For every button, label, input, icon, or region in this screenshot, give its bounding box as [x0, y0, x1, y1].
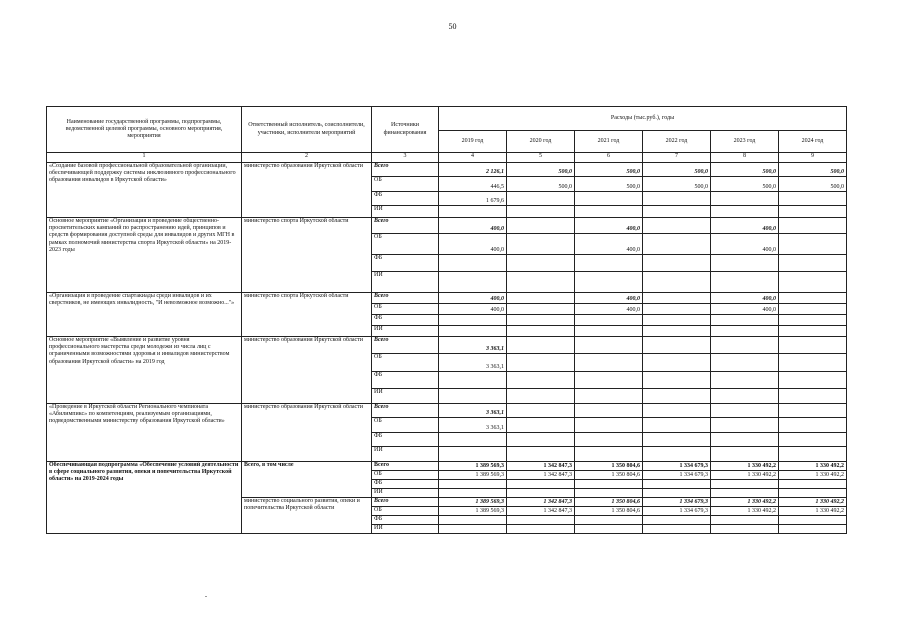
amount-cell — [507, 234, 575, 255]
funding-source: ОБ — [372, 234, 439, 255]
amount-cell: 400,0 — [711, 218, 779, 234]
amount-cell — [643, 293, 711, 304]
amount-cell: 1 330 492,2 — [711, 462, 779, 471]
funding-source: ФБ — [372, 255, 439, 272]
funding-source: ФБ — [372, 315, 439, 326]
amount-cell — [643, 272, 711, 293]
amount-cell — [439, 206, 507, 218]
amount-cell — [439, 433, 507, 447]
amount-cell — [575, 480, 643, 489]
amount-cell — [643, 218, 711, 234]
amount-cell — [439, 447, 507, 462]
column-numbers-row — [47, 153, 847, 163]
amount-cell — [507, 304, 575, 315]
funding-source: ИИ — [372, 389, 439, 404]
amount-cell — [711, 315, 779, 326]
amount-cell — [439, 272, 507, 293]
amount-cell — [507, 447, 575, 462]
amount-cell: 500,0 — [711, 177, 779, 192]
executor: министерство образования Иркутской области — [242, 404, 372, 462]
amount-cell — [439, 389, 507, 404]
amount-cell — [779, 304, 847, 315]
funding-source: Всего — [372, 218, 439, 234]
amount-cell — [779, 272, 847, 293]
amount-cell: 2 126,1 — [439, 163, 507, 177]
activity-name: Основное мероприятие «Организация и проведение общественно-просветительских кампаний по распространению идей, принципов и средств формирования доступной среды для инвалидов и других МГН в рамках полномочий министерства спорта Иркутской области» на 2019-2023 годы — [47, 218, 242, 293]
executor: министерство образования Иркутской области — [242, 337, 372, 404]
funding-source: Всего — [372, 462, 439, 471]
executor-total: Всего, в том числе — [242, 462, 372, 498]
amount-cell: 400,0 — [575, 234, 643, 255]
amount-cell — [575, 372, 643, 389]
amount-cell — [575, 404, 643, 418]
executor: министерство спорта Иркутской области — [242, 293, 372, 337]
amount-cell — [779, 372, 847, 389]
amount-cell — [439, 315, 507, 326]
amount-cell — [439, 480, 507, 489]
funding-source: ИИ — [372, 326, 439, 337]
amount-cell — [507, 354, 575, 372]
amount-cell — [779, 337, 847, 354]
amount-cell — [507, 326, 575, 337]
funding-source: ОБ — [372, 304, 439, 315]
amount-cell — [711, 525, 779, 534]
amount-cell — [711, 255, 779, 272]
amount-cell — [711, 206, 779, 218]
amount-cell: 500,0 — [575, 177, 643, 192]
amount-cell — [779, 218, 847, 234]
column-number: 9 — [779, 153, 847, 163]
amount-cell — [575, 516, 643, 525]
header-year: 2019 год — [439, 131, 507, 153]
amount-cell: 1 330 492,2 — [779, 471, 847, 480]
amount-cell — [507, 489, 575, 498]
table-row — [47, 337, 847, 354]
amount-cell — [643, 404, 711, 418]
amount-cell — [643, 337, 711, 354]
amount-cell — [575, 206, 643, 218]
amount-cell — [779, 389, 847, 404]
activity-name: «Создание базовой профессиональной образовательной организации, обеспечивающей поддержку системы инклюзивного профессионального образования инвалидов в Иркутской области» — [47, 163, 242, 218]
amount-cell — [779, 489, 847, 498]
table-row — [47, 462, 847, 471]
amount-cell: 500,0 — [575, 163, 643, 177]
amount-cell — [575, 337, 643, 354]
table-row — [47, 163, 847, 177]
header-year: 2020 год — [507, 131, 575, 153]
amount-cell — [507, 218, 575, 234]
amount-cell — [643, 389, 711, 404]
executor: министерство спорта Иркутской области — [242, 218, 372, 293]
executor-ministry: министерство социального развития, опеки и попечительства Иркутской области — [242, 498, 372, 534]
amount-cell: 1 334 679,3 — [643, 498, 711, 507]
amount-cell — [439, 489, 507, 498]
amount-cell — [643, 234, 711, 255]
funding-source: ФБ — [372, 372, 439, 389]
amount-cell: 1 330 492,2 — [711, 498, 779, 507]
amount-cell: 400,0 — [439, 234, 507, 255]
funding-source: ИИ — [372, 489, 439, 498]
amount-cell — [439, 326, 507, 337]
amount-cell — [779, 433, 847, 447]
amount-cell — [507, 272, 575, 293]
amount-cell: 3 363,1 — [439, 337, 507, 354]
amount-cell — [643, 304, 711, 315]
amount-cell — [779, 326, 847, 337]
funding-source: ИИ — [372, 206, 439, 218]
amount-cell — [575, 525, 643, 534]
amount-cell — [575, 315, 643, 326]
column-number: 5 — [507, 153, 575, 163]
amount-cell — [507, 192, 575, 206]
amount-cell: 1 342 847,3 — [507, 471, 575, 480]
amount-cell — [711, 372, 779, 389]
amount-cell: 400,0 — [575, 218, 643, 234]
amount-cell: 1 389 569,3 — [439, 471, 507, 480]
activity-name: «Проведение в Иркутской области Регионального чемпионата «Абилимпикс» по компетенциям, реализуемым организациями, подведомственными министерству образования Иркутской области» — [47, 404, 242, 462]
funding-source: Всего — [372, 404, 439, 418]
funding-source: ИИ — [372, 272, 439, 293]
amount-cell — [779, 404, 847, 418]
subprogram-name: Обеспечивающая подпрограмма «Обеспечение условий деятельности в сфере социального развития, опеки и попечительства Иркутской области» на 2019-2024 годы — [47, 462, 242, 534]
amount-cell — [643, 447, 711, 462]
page-mark — [205, 596, 207, 597]
amount-cell — [711, 404, 779, 418]
header-year: 2021 год — [575, 131, 643, 153]
amount-cell — [711, 433, 779, 447]
amount-cell: 400,0 — [439, 304, 507, 315]
amount-cell: 500,0 — [507, 177, 575, 192]
amount-cell: 1 389 569,3 — [439, 498, 507, 507]
amount-cell — [779, 516, 847, 525]
funding-source: Всего — [372, 293, 439, 304]
table-row — [47, 218, 847, 234]
amount-cell: 1 389 569,3 — [439, 462, 507, 471]
funding-source: ОБ — [372, 471, 439, 480]
amount-cell: 1 330 492,2 — [711, 507, 779, 516]
amount-cell — [507, 206, 575, 218]
amount-cell — [643, 433, 711, 447]
amount-cell: 3 363,1 — [439, 354, 507, 372]
amount-cell: 1 342 847,3 — [507, 507, 575, 516]
amount-cell: 1 334 679,3 — [643, 507, 711, 516]
amount-cell — [779, 315, 847, 326]
amount-cell: 400,0 — [711, 293, 779, 304]
header-name: Наименование государственной программы, подпрограммы, ведомственной целевой программы, основного мероприятия, мероприятия — [47, 107, 242, 153]
amount-cell — [507, 389, 575, 404]
amount-cell — [507, 433, 575, 447]
amount-cell — [779, 206, 847, 218]
page-number: 50 — [448, 22, 457, 31]
amount-cell — [643, 255, 711, 272]
funding-source: ИИ — [372, 447, 439, 462]
amount-cell — [779, 255, 847, 272]
amount-cell — [711, 489, 779, 498]
amount-cell: 3 363,1 — [439, 418, 507, 433]
amount-cell — [643, 206, 711, 218]
amount-cell — [575, 192, 643, 206]
amount-cell — [507, 404, 575, 418]
amount-cell: 1 330 492,2 — [779, 462, 847, 471]
amount-cell — [779, 525, 847, 534]
amount-cell: 500,0 — [711, 163, 779, 177]
funding-source: ОБ — [372, 507, 439, 516]
amount-cell — [575, 255, 643, 272]
amount-cell — [711, 516, 779, 525]
amount-cell: 400,0 — [439, 218, 507, 234]
budget-table — [46, 106, 847, 534]
amount-cell — [507, 516, 575, 525]
amount-cell — [711, 272, 779, 293]
amount-cell: 1 350 804,6 — [575, 507, 643, 516]
amount-cell — [643, 516, 711, 525]
amount-cell — [507, 418, 575, 433]
amount-cell: 500,0 — [643, 177, 711, 192]
activity-name: «Организация и проведение спартакиады среди инвалидов и их сверстников, не имеющих инвалидность, "И невозможное возможно..."» — [47, 293, 242, 337]
amount-cell — [507, 255, 575, 272]
header-executor: Ответственный исполнитель, соисполнители, участники, исполнители мероприятий — [242, 107, 372, 153]
amount-cell — [711, 354, 779, 372]
funding-source: ФБ — [372, 192, 439, 206]
column-number: 1 — [47, 153, 242, 163]
amount-cell: 1 330 492,2 — [779, 498, 847, 507]
amount-cell — [779, 418, 847, 433]
amount-cell: 500,0 — [779, 177, 847, 192]
amount-cell — [575, 433, 643, 447]
amount-cell — [507, 315, 575, 326]
amount-cell — [643, 489, 711, 498]
amount-cell: 1 350 804,6 — [575, 498, 643, 507]
amount-cell: 1 350 804,6 — [575, 471, 643, 480]
funding-source: ИИ — [372, 525, 439, 534]
amount-cell — [575, 272, 643, 293]
funding-source: Всего — [372, 337, 439, 354]
amount-cell — [439, 516, 507, 525]
header-expenses: Расходы (тыс.руб.), годы — [439, 107, 847, 131]
amount-cell: 400,0 — [439, 293, 507, 304]
funding-source: ФБ — [372, 480, 439, 489]
amount-cell — [779, 234, 847, 255]
amount-cell — [507, 525, 575, 534]
amount-cell — [575, 489, 643, 498]
amount-cell — [575, 389, 643, 404]
amount-cell — [439, 525, 507, 534]
amount-cell — [575, 326, 643, 337]
amount-cell — [779, 192, 847, 206]
amount-cell — [643, 192, 711, 206]
amount-cell — [779, 293, 847, 304]
amount-cell — [507, 480, 575, 489]
funding-source: ОБ — [372, 418, 439, 433]
table-row — [47, 293, 847, 304]
amount-cell — [507, 293, 575, 304]
amount-cell: 1 334 679,3 — [643, 471, 711, 480]
header-year: 2022 год — [643, 131, 711, 153]
amount-cell: 1 342 847,3 — [507, 498, 575, 507]
amount-cell: 1 330 492,2 — [779, 507, 847, 516]
amount-cell: 400,0 — [575, 304, 643, 315]
amount-cell: 1 679,6 — [439, 192, 507, 206]
amount-cell — [711, 337, 779, 354]
column-number: 2 — [242, 153, 372, 163]
amount-cell: 1 342 847,3 — [507, 462, 575, 471]
header-year: 2023 год — [711, 131, 779, 153]
amount-cell — [643, 525, 711, 534]
amount-cell — [643, 326, 711, 337]
column-number: 7 — [643, 153, 711, 163]
amount-cell — [711, 192, 779, 206]
funding-source: ОБ — [372, 354, 439, 372]
amount-cell: 400,0 — [575, 293, 643, 304]
funding-source: ФБ — [372, 433, 439, 447]
amount-cell — [575, 354, 643, 372]
amount-cell — [711, 480, 779, 489]
funding-source: ОБ — [372, 177, 439, 192]
column-number: 4 — [439, 153, 507, 163]
funding-source: Всего — [372, 163, 439, 177]
header-source: Источники финансирования — [372, 107, 439, 153]
amount-cell: 1 334 679,3 — [643, 462, 711, 471]
amount-cell — [779, 354, 847, 372]
amount-cell — [643, 354, 711, 372]
amount-cell: 500,0 — [507, 163, 575, 177]
amount-cell — [711, 447, 779, 462]
header-year: 2024 год — [779, 131, 847, 153]
amount-cell — [507, 337, 575, 354]
amount-cell — [711, 389, 779, 404]
amount-cell: 1 330 492,2 — [711, 471, 779, 480]
amount-cell: 500,0 — [779, 163, 847, 177]
amount-cell — [643, 372, 711, 389]
amount-cell — [779, 447, 847, 462]
amount-cell — [711, 326, 779, 337]
amount-cell — [439, 255, 507, 272]
amount-cell — [779, 480, 847, 489]
column-number: 3 — [372, 153, 439, 163]
amount-cell: 1 350 804,6 — [575, 462, 643, 471]
amount-cell — [711, 418, 779, 433]
amount-cell: 3 363,1 — [439, 404, 507, 418]
amount-cell — [575, 418, 643, 433]
amount-cell: 400,0 — [711, 234, 779, 255]
amount-cell: 500,0 — [643, 163, 711, 177]
activity-name: Основное мероприятие «Выявление и развитие уровня профессионального мастерства среди молодежи из числа лиц с ограниченными возможностями здоровья и инвалидов министерством образования Иркутской области» на 2019 год — [47, 337, 242, 404]
table-row — [47, 404, 847, 418]
funding-source: Всего — [372, 498, 439, 507]
amount-cell — [643, 480, 711, 489]
amount-cell: 1 389 569,3 — [439, 507, 507, 516]
column-number: 6 — [575, 153, 643, 163]
amount-cell — [643, 315, 711, 326]
amount-cell — [439, 372, 507, 389]
executor: министерство образования Иркутской области — [242, 163, 372, 218]
funding-source: ФБ — [372, 516, 439, 525]
amount-cell — [507, 372, 575, 389]
column-number: 8 — [711, 153, 779, 163]
amount-cell: 400,0 — [711, 304, 779, 315]
amount-cell — [643, 418, 711, 433]
amount-cell: 446,5 — [439, 177, 507, 192]
amount-cell — [575, 447, 643, 462]
